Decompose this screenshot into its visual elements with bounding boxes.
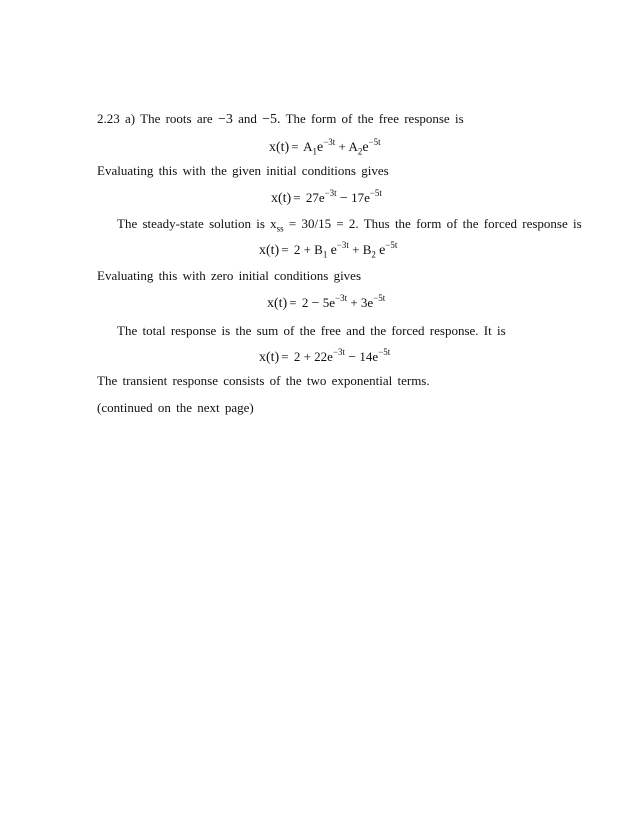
eq4-term2: 3e — [360, 295, 374, 310]
eq3-e1: e — [330, 243, 337, 258]
eq5-const: 2 — [293, 349, 301, 364]
eq3-exp1: −3t — [336, 239, 349, 250]
steady-state-sub: ss — [276, 223, 284, 234]
eq3-lhs: x(t) — [259, 243, 280, 258]
eq1-a2-sub: 2 — [357, 146, 363, 157]
eq3-exp2: −5t — [385, 239, 398, 250]
eq5-term2: 14e — [359, 349, 379, 364]
eq2-term1: 27e — [305, 190, 325, 205]
equation-forced-response — [267, 294, 385, 313]
eq3-b2: B — [362, 242, 372, 257]
intro-suffix: The form of the free response is — [285, 111, 464, 126]
intro-prefix: The roots are — [140, 111, 213, 126]
steady-state-prefix: The steady-state solution is x — [117, 216, 277, 231]
eq4-exp1: −3t — [335, 292, 348, 303]
eq4-op2: + — [350, 295, 358, 310]
eq3-b1-sub: 1 — [322, 249, 328, 260]
eq1-exp2: −5t — [368, 136, 381, 147]
problem-intro — [97, 111, 464, 128]
eq4-const: 2 — [301, 295, 309, 310]
equation-free-response — [271, 189, 382, 208]
text-zero-conditions: Evaluating this with zero initial conditions gives — [97, 268, 362, 283]
eq2-exp1: −3t — [324, 187, 337, 198]
eq4-equals: = — [289, 295, 297, 310]
eq5-lhs: x(t) — [259, 350, 280, 365]
eq5-term1: 22e — [314, 349, 333, 364]
eq5-op2: − — [348, 350, 357, 365]
root-2: −5. — [262, 112, 281, 127]
text-given-conditions: Evaluating this with the given initial conditions gives — [97, 163, 389, 178]
equation-free-response-form — [269, 138, 381, 157]
eq3-plus1: + — [303, 242, 311, 257]
eq5-equals: = — [281, 349, 289, 364]
text-continued: (continued on the next page) — [97, 400, 254, 415]
root-1: −3 — [217, 112, 233, 127]
eq3-b2-sub: 2 — [371, 249, 376, 260]
eq1-e1: e — [317, 140, 324, 155]
eq1-a1-sub: 1 — [312, 146, 317, 157]
eq4-term1: 5e — [322, 295, 335, 310]
eq1-a2: A — [348, 139, 358, 154]
text-steady-state — [117, 216, 582, 232]
eq2-exp2: −5t — [369, 187, 382, 198]
eq5-exp1: −3t — [332, 346, 346, 357]
eq2-equals: = — [293, 190, 301, 205]
eq1-a1: A — [303, 139, 313, 154]
text-total-response: The total response is the sum of the free and the forced response. It is — [117, 323, 506, 338]
eq1-exp1: −3t — [323, 136, 336, 147]
eq3-plus2: + — [352, 242, 360, 257]
eq1-equals: = — [291, 139, 299, 154]
eq3-b1: B — [314, 242, 323, 257]
eq4-lhs: x(t) — [267, 296, 288, 311]
problem-number: 2.23 — [97, 111, 120, 126]
eq1-lhs: x(t) — [269, 140, 290, 155]
eq3-equals: = — [281, 242, 289, 257]
eq5-exp2: −5t — [378, 346, 391, 357]
eq2-lhs: x(t) — [271, 191, 292, 206]
problem-part: a) — [125, 111, 136, 126]
eq4-op1: − — [311, 296, 320, 311]
and-word: and — [238, 111, 257, 126]
steady-state-suffix: = 30/15 = 2. Thus the form of the forced response is — [288, 216, 582, 231]
eq5-op1: + — [303, 349, 311, 364]
eq2-term2: 17e — [351, 190, 370, 205]
eq2-op: − — [339, 191, 348, 206]
text-transient-response: The transient response consists of the two exponential terms. — [97, 373, 430, 388]
eq3-const: 2 — [293, 242, 301, 257]
eq3-e2: e — [379, 243, 386, 258]
eq4-exp2: −5t — [373, 292, 386, 303]
equation-forced-response-form — [259, 241, 397, 260]
equation-total-response — [259, 348, 390, 367]
eq1-plus: + — [338, 139, 346, 154]
eq1-e2: e — [362, 140, 369, 155]
